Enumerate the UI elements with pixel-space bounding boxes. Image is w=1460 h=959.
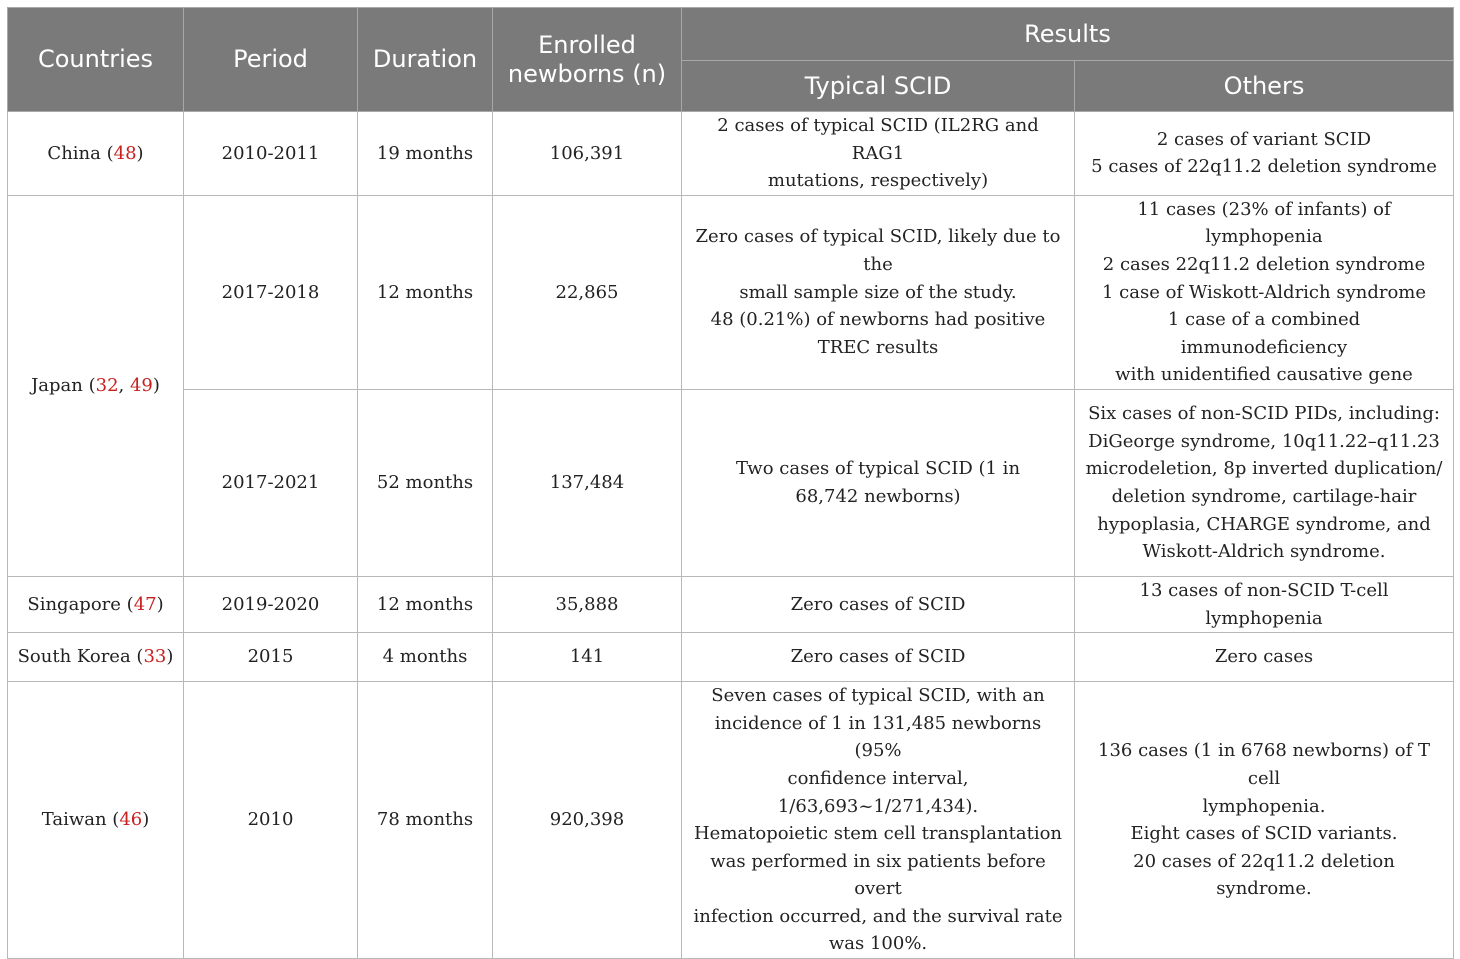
table-row: [8, 576, 1454, 632]
period-cell: 2017-2018: [184, 195, 358, 389]
header-countries: Countries: [8, 8, 184, 112]
duration-cell: 19 months: [358, 112, 493, 196]
header-enrolled-newborns: Enrolled newborns (n): [493, 8, 682, 112]
enrolled-cell: 141: [493, 633, 682, 682]
typical-scid-cell: Zero cases of SCID: [682, 576, 1075, 632]
reference-link[interactable]: 32: [95, 375, 119, 397]
period-cell: 2017-2021: [184, 389, 358, 576]
scid-screening-table: [7, 7, 1454, 959]
duration-cell: 78 months: [358, 682, 493, 959]
reference-link[interactable]: 47: [133, 593, 157, 615]
period-cell: 2010-2011: [184, 112, 358, 196]
duration-cell: 12 months: [358, 195, 493, 389]
header-duration: Duration: [358, 8, 493, 112]
typical-scid-cell: Zero cases of typical SCID, likely due to the small sample size of the study. 48 (0.21%) of newborns had positive TREC results: [682, 195, 1075, 389]
duration-cell: 12 months: [358, 576, 493, 632]
others-cell: 13 cases of non-SCID T-cell lymphopenia: [1075, 576, 1454, 632]
others-cell: 2 cases of variant SCID 5 cases of 22q11.2 deletion syndrome: [1075, 112, 1454, 196]
enrolled-cell: 106,391: [493, 112, 682, 196]
others-cell: 136 cases (1 in 6768 newborns) of T cell lymphopenia. Eight cases of SCID variants. 20 cases of 22q11.2 deletion syndrome.: [1075, 682, 1454, 959]
typical-scid-cell: 2 cases of typical SCID (IL2RG and RAG1 mutations, respectively): [682, 112, 1075, 196]
reference-link[interactable]: 48: [113, 142, 137, 164]
others-cell: 11 cases (23% of infants) of lymphopenia 2 cases 22q11.2 deletion syndrome 1 case of Wiskott-Aldrich syndrome 1 case of a combined immunodeficiency with unidentified causative gene: [1075, 195, 1454, 389]
table-row: [8, 195, 1454, 389]
header-others: Others: [1075, 61, 1454, 112]
country-cell: China (48): [8, 112, 184, 196]
enrolled-cell: 920,398: [493, 682, 682, 959]
reference-link[interactable]: 46: [119, 809, 143, 831]
others-cell: Zero cases: [1075, 633, 1454, 682]
period-cell: 2010: [184, 682, 358, 959]
country-cell: Singapore (47): [8, 576, 184, 632]
typical-scid-cell: Seven cases of typical SCID, with an incidence of 1 in 131,485 newborns (95% confidence interval, 1/63,693~1/271,434). Hematopoietic stem cell transplantation was performed in six patients before overt infection occurred, and the survival rate was 100%.: [682, 682, 1075, 959]
country-cell: South Korea (33): [8, 633, 184, 682]
duration-cell: 52 months: [358, 389, 493, 576]
country-cell: Taiwan (46): [8, 682, 184, 959]
table-body: [8, 112, 1454, 959]
reference-link[interactable]: 49: [129, 375, 153, 397]
header-period: Period: [184, 8, 358, 112]
duration-cell: 4 months: [358, 633, 493, 682]
table-row: [8, 682, 1454, 959]
enrolled-cell: 22,865: [493, 195, 682, 389]
period-cell: 2019-2020: [184, 576, 358, 632]
header-results: Results: [682, 8, 1454, 61]
typical-scid-cell: Zero cases of SCID: [682, 633, 1075, 682]
typical-scid-cell: Two cases of typical SCID (1 in 68,742 newborns): [682, 389, 1075, 576]
enrolled-cell: 137,484: [493, 389, 682, 576]
country-cell: Japan (32, 49): [8, 195, 184, 576]
others-cell: Six cases of non-SCID PIDs, including: DiGeorge syndrome, 10q11.22–q11.23 microdeletion, 8p inverted duplication/ deletion syndrome, cartilage-hair hypoplasia, CHARGE syndrome, and Wiskott-Aldrich syndrome.: [1075, 389, 1454, 576]
table-row: [8, 112, 1454, 196]
table-header: [8, 8, 1454, 112]
period-cell: 2015: [184, 633, 358, 682]
enrolled-cell: 35,888: [493, 576, 682, 632]
header-typical-scid: Typical SCID: [682, 61, 1075, 112]
table-row: [8, 389, 1454, 576]
table-row: [8, 633, 1454, 682]
reference-link[interactable]: 33: [143, 646, 167, 668]
